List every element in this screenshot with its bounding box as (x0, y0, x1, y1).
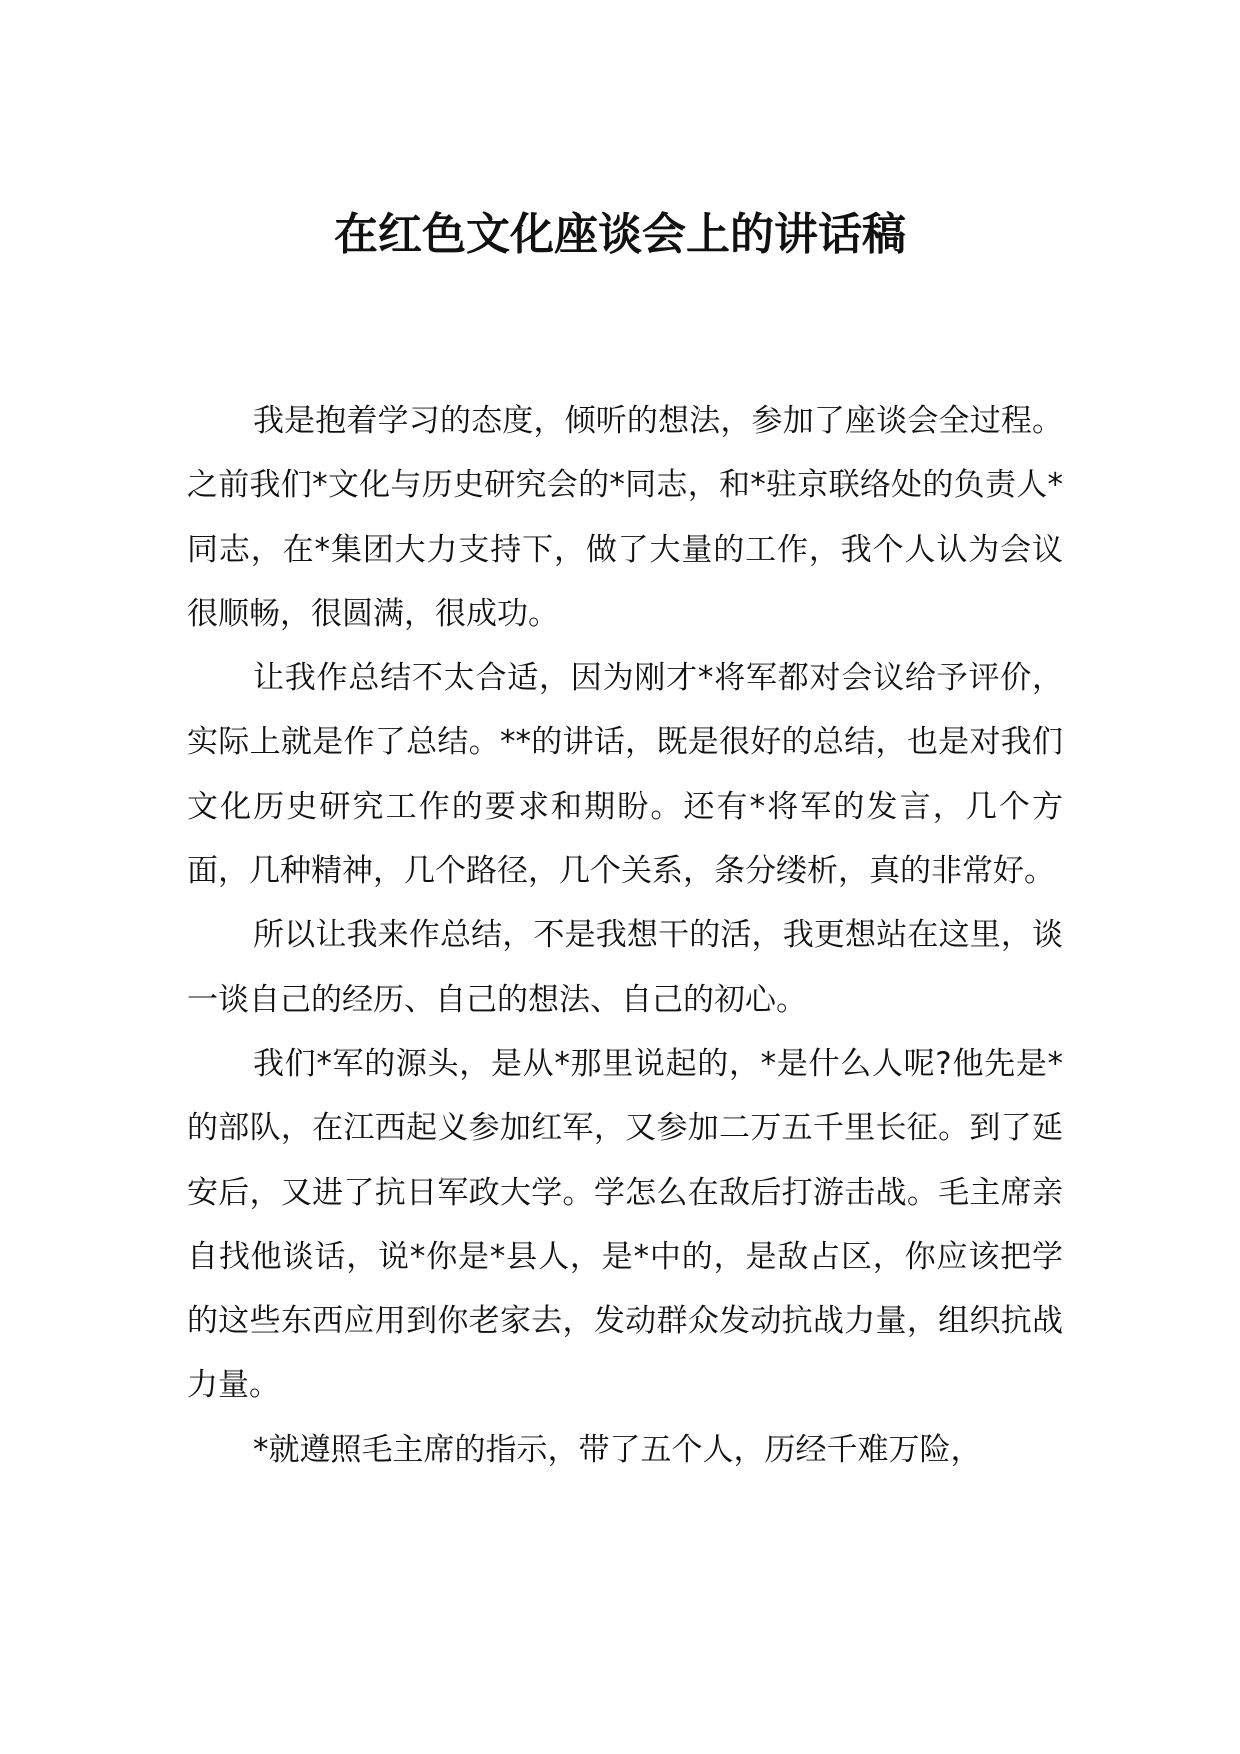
text-line: 处的负责人*同志，在*集团大力支持下，做了大量的工作， (187, 467, 1064, 568)
paragraph-2 (187, 646, 1063, 903)
text-line: 让我作总结不太合适，因为刚才*将军都对会议给予评 (253, 660, 1001, 697)
text-line: 我个人认为会议很顺畅，很圆满，很成功。 (187, 531, 1064, 632)
text-line: *就遵照毛主席的指示，带了五个人，历经千难万险， (253, 1431, 982, 1468)
text-line: 价，实际上就是作了总结。**的讲话，既是很好的总结， (187, 660, 1063, 761)
document-title: 在红色文化座谈会上的讲话稿 (334, 209, 906, 260)
text-line: 发言，几个方面，几种精神，几个路径，几个关系，条分 (187, 788, 1064, 890)
text-line: 缕析，真的非常好。 (776, 853, 1055, 890)
text-line: 里，谈一谈自己的经历、自己的想法、自己的初心。 (187, 917, 1064, 1018)
text-line: 我们*军的源头，是从*那里说起的，*是什么人呢?他先 (253, 1045, 1016, 1082)
text-line: 所以让我来作总结，不是我想干的活，我更想站在这 (253, 917, 970, 954)
text-line: 战。毛主席亲自找他谈话，说*你是*县人，是*中的，是敌 (187, 1174, 1064, 1275)
paragraph-1 (187, 389, 1063, 646)
text-line: 我是抱着学习的态度，倾听的想法，参加了座谈会全 (253, 403, 970, 439)
document-body (187, 389, 1063, 1482)
text-line: 也是对我们文化历史研究工作的要求和期盼。还有*将军的 (187, 724, 1063, 825)
text-line: 过程。之前我们*文化与历史研究会的*同志，和*驻京联络 (187, 403, 1064, 504)
text-line: 到了延安后，又进了抗日军政大学。学怎么在敌后打游击 (187, 1110, 1063, 1211)
text-line: 发动抗战力量，组织抗战力量。 (187, 1303, 1064, 1404)
paragraph-3 (187, 903, 1063, 1032)
paragraph-4 (187, 1032, 1063, 1418)
text-line: 占区，你应该把学的这些东西应用到你老家去，发动群众 (187, 1238, 1063, 1340)
paragraph-5 (187, 1418, 1063, 1482)
text-line: 是*的部队，在江西起义参加红军，又参加二万五千里长征。 (187, 1045, 1063, 1147)
